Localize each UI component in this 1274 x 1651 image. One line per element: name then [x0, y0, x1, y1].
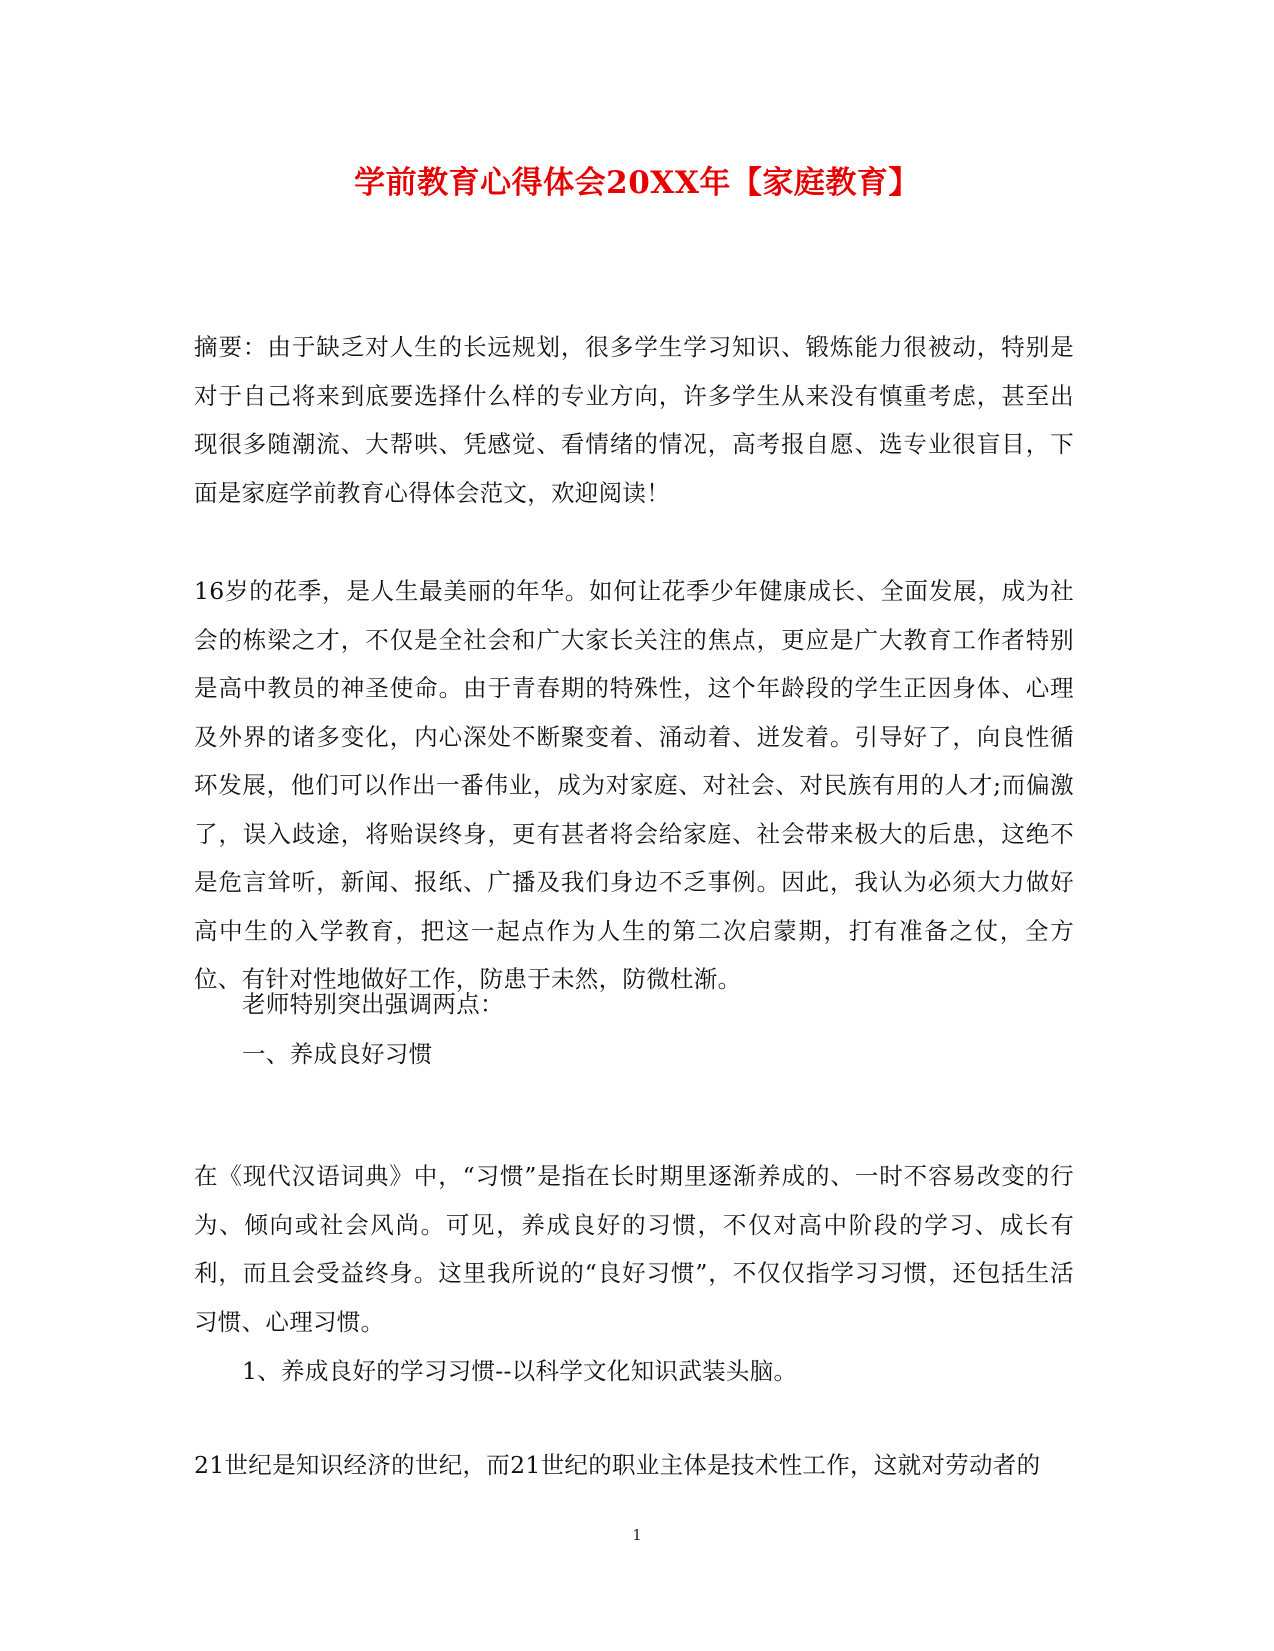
subsection-heading-1 [194, 1347, 1074, 1396]
emphasis-line [194, 980, 1074, 1029]
section-heading-1 [194, 1030, 1074, 1079]
document-title: 学前教育心得体会20XX年【家庭教育】 [354, 165, 920, 201]
paragraph-text: 21世纪是知识经济的世纪，而21世纪的职业主体是技术性工作，这就对劳动者的 [194, 1451, 1041, 1479]
body-paragraph-1 [194, 567, 1074, 1004]
body-paragraph-2 [194, 1152, 1074, 1346]
paragraph-text: 在《现代汉语词典》中，“习惯”是指在长时期里逐渐养成的、一时不容易改变的行为、倾向或社会风尚。可见，养成良好的习惯，不仅对高中阶段的学习、成长有利，而且会受益终身。这里我所说的“良好习惯”，不仅仅指学习习惯，还包括生活习惯、心理习惯。 [194, 1162, 1074, 1336]
emphasis-text: 老师特别突出强调两点： [242, 990, 504, 1018]
paragraph-text: 16岁的花季，是人生最美丽的年华。如何让花季少年健康成长、全面发展，成为社会的栋梁之才，不仅是全社会和广大家长关注的焦点，更应是广大教育工作者特别是高中教员的神圣使命。由于青春期的特殊性，这个年龄段的学生正因身体、心理及外界的诸多变化，内心深处不断聚变着、涌动着、迸发着。引导好了，向良性循环发展，他们可以作出一番伟业，成为对家庭、对社会、对民族有用的人才;而偏激了，误入歧途，将贻误终身，更有甚者将会给家庭、社会带来极大的后患，这绝不是危言耸听，新闻、报纸、广播及我们身边不乏事例。因此，我认为必须大力做好高中生的入学教育，把这一起点作为人生的第二次启蒙期，打有准备之仗，全方位、有针对性地做好工作，防患于未然，防微杜渐。 [194, 577, 1074, 993]
subsection-heading-text: 1、养成良好的学习习惯--以科学文化知识武装头脑。 [242, 1357, 798, 1385]
body-paragraph-3 [194, 1441, 1074, 1490]
abstract-text: 摘要：由于缺乏对人生的长远规划，很多学生学习知识、锻炼能力很被动，特别是对于自己将来到底要选择什么样的专业方向，许多学生从来没有慎重考虑，甚至出现很多随潮流、大帮哄、凭感觉、看情绪的情况，高考报自愿、选专业很盲目，下面是家庭学前教育心得体会范文，欢迎阅读！ [194, 333, 1074, 507]
abstract-paragraph [194, 323, 1074, 517]
page-number: 1 [632, 1526, 642, 1544]
section-heading-text: 一、养成良好习惯 [242, 1040, 433, 1068]
